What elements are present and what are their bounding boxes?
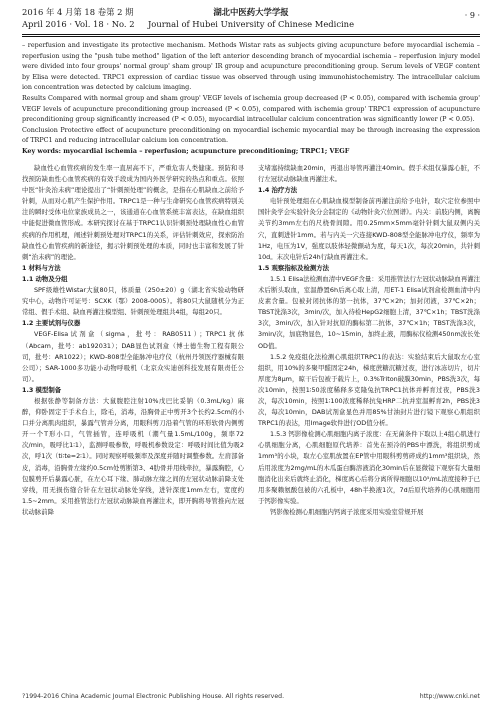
treatment-paragraph: 电针预处理组在心肌缺血模型制备前再灌注前给予电针，取穴定位参照中国针灸学会实验针灸分会制定的《动物针灸穴位图谱》。内关：前肢内侧，离腕关节约3mm左右的尺桡骨间隙。用0.25mm×5mm毫针针刺大鼠双侧内关穴，直刺进针1mm。若与内关一穴连接KWD-808型全能脉冲电疗仪，频率为1Hz，电压为1V，强度以肢体轻微颤动为度，每天1次，每次20min，共针刺10d。末次电针后24h行缺血再灌注术。 [258,197,480,261]
abstract-methods: – reperfusion and investigate its protective mechanism. Methods Wistar rats as subjects giving acupuncture before myocardial ischemia – reperfusion using the "push tube method" ligation of the left anterior descending branch of myocardial ischemia – reperfusion injury model were divided into four groups' normal group' sham group' IR group and acupuncture preconditioning group. Serum levels of VEGF content by Elisa were detected. TRPC1 expression of cardiac tissue was observed through using immunohistochemistry. The intracellular calcium ion concentration was detected by calcium imaging. [22,41,480,92]
abstract-conclusion: Conclusion Protective effect of acupuncture preconditioning on myocardial ischemic myocardial may be through increasing the expression of TRPC1 and reducing intracellular calcium ion concentration. [22,125,480,145]
footer-link[interactable]: http://www.cnki.net [419,693,480,700]
journal-title-en: Journal of Hubei University of Chinese Medicine [147,19,355,29]
journal-title-cn: 湖北中医药大学学报 [213,7,289,17]
right-column [258,163,480,518]
subheading-reagents: 1.2 主要试剂与仪器 [22,319,81,328]
english-abstract [22,40,480,157]
section-heading-materials: 1 材料与方法 [22,263,61,272]
running-header [22,6,480,34]
subheading-treatment: 1.4 治疗方法 [258,186,298,195]
model-continued: 支堵塞持续缺血20min，再退出导管再灌注40min。假手术组仅暴露心脏，不行左冠状动脉缺血再灌注术。 [258,164,480,184]
model-paragraph: 根据张静等制备方法：大鼠腹腔注射10%戊巴比妥钠（0.3mL/kg）麻醉，仰卧固定于手术台上，除毛，消毒，沿胸骨正中剪开3个长约2.5cm的小口并分离肌肉组织，暴露气管并分离，用眼科剪刀沿着气管的环形软骨内侧剪开一个T形小口，气管插管，连呼吸机（潮气量1.5mL/100g，频率72次/min，吸呼比1∶1），监测呼吸参数，呼吸机参数设定：呼吸时间比值为吸2次，呼1次（ti∶te=2∶1）。同时观察呼吸频率及深度并随时调整参数。左肩部备皮，消毒，沿胸骨左缘约0.5cm处剪断第3、4肋骨并用线牵拉，暴露胸腔，心包膜剪开后暴露心脏，在左心耳下缘、肺动脉左缘之间的左冠状动脉前降支处穿线，用无损伤缝合针在左冠状动脉处穿线，进针深度1mm左右，宽度约1.5~2mm。采用推管法行左冠状动脉缺血再灌注术，即开胸将导管推向左冠状动脉前降 [22,396,244,516]
issue-info-en: April 2016 · Vol. 18 · No. 2 [22,19,135,29]
issue-info-cn: 2016 年 4 月第 18 卷第 2 期 [22,7,134,17]
elisa-paragraph: 1.5.1 Elisa法检测血清中VEGF含量：采用推管法行左冠状动脉缺血再灌注术后断头取血，室温静置6h后离心取上清，用ET-1 Elisa试剂盒检测血清中内皮素含量。包被封闭抗体的第一抗体，37℃×2h；加封闭液，37℃×2h；TBST洗涤3次，3min/次，加入待检HepG2细胞上清，37℃×1h；TBST洗涤3次，3min/次，加入针对抗原的酶标第二抗体，37℃×1h；TBST洗涤3次，3min/次，加底物显色，10~15min，加终止液，用酶标仪检测450nm波长处OD值。 [258,274,480,350]
left-column [22,163,244,518]
header-rule-thin [22,36,480,37]
page-number: · 9 · [464,11,480,20]
calcium-paragraph: 1.5.3 钙影像检测心肌细胞内离子浓度：在无菌条件下取以上4组心肌进行心肌细胞分离，心肌细胞原代培养：首先在预冷的PBS中漂洗，将组织剪成1mm³的小块，取左心室肌放置在EP管中用眼科剪剪碎成约1mm³组织块，然后用浓度为2mg/mL的木瓜蛋白酶溶液消化30min后在显微镜下观察有大量细胞消化出来后就终止消化，梯度离心后将分离所得细胞以10⁵/mL浓度接种于已用多聚赖氨酸包被的六孔板中，48h半换液1次，7d后原代培养的心肌细胞用于钙影像实验。 [258,430,480,505]
calcium-imaging-paragraph: 钙影像检测心肌细胞内钙离子浓度采用实验室常规开展 [270,507,424,516]
subheading-animals: 1.1 动物及分组 [22,274,68,283]
subheading-model: 1.3 模型制备 [22,385,62,394]
header-rule [22,34,480,35]
reagents-paragraph: VEGF-Elisa试剂盒（sigma，批号：RAB0511）；TRPC1抗体（Abcam，批号：ab192031）；DAB显色试剂盒（博士德生物工程有限公司，批号：AR1022）；KWD-808型全能脉冲电疗仪（杭州丹领医疗器械有限公司）；SAR-1000多功能小动物呼吸机（北京众实迪创科技发展有限责任公司）。 [22,330,244,383]
abstract-results: Results Compared with normal group and sham group' VEGF levels of ischemia group decreased (P < 0.05), compared with ischemia group' VEGF levels of acupuncture preconditioning group increased (P < 0.05), compared with ischemia group' TRPC1 expression of acupuncture preconditioning group significantly increased (P < 0.05), myocardial intracellular calcium concentration was significantly lower (P < 0.05). [22,93,480,124]
subheading-indicators: 1.5 观察指标及检测方法 [258,263,330,272]
keywords: Key words: myocardial ischemia – reperfusion; acupuncture preconditioning; TRPC1; VEGF [22,146,350,155]
animals-paragraph: SPF级雄性Wistar大鼠80只，体质量（250±20）g（湖北省实验动物研究中心，动物许可证号：SCXK（鄂）2008-0005）。将80只大鼠随机分为正常组、假手术组、缺血再灌注模型组、针刺预处理组共4组，每组20只。 [22,286,244,317]
copyright-notice: ?1994-2016 China Academic Journal Electronic Publishing House. All rights reserved. [22,693,285,700]
ihc-paragraph: 1.5.2 免疫组化法检测心肌组织TRPC1的表达：实验结束后大鼠取左心室组织，用10%的多聚甲醛固定24h，梯度蔗糖沉糖过夜，进行冰冻切片，切片厚度为8μm，晾干后包被于载片上，0.3%Triton破膜30min，PBS洗3次，每次10min，按照1∶50浓度稀释多克隆兔抗TRPC1抗体并孵育过夜，PBS洗3次，每次10min，按照1∶100浓度稀释抗兔HRP二抗并室温孵育2h，PBS洗3次，每次10min，DAB试剂盒显色并用85%甘油封片进行镜下观察心肌组织TRPC1的表达，用Image软件进行OD值分析。 [258,352,480,428]
journal-title [22,6,480,30]
intro-paragraph: 缺血性心血管疾病的发生率一直居高不下，严重危害人类健康。预防和寻找预防缺血性心血管疾病的有效手段成为国内外医学研究的热点和重点。依照中医“针灸治未病”理论提出了“针刺预处理”的概念，是指在心肌缺血之前给予针刺，从而对心肌产生保护作用。TRPC1是一种与生命研究心血管疾病特别关注的瞬时受体电位家族成员之一，该通道在心血管系统丰富表达，在缺血组织中能促进微血管形成。本研究探讨在基于TRPC1认识针刺预处理缺血性心血管疾病的作用机理，阐述针刺预处理对TRPC1的关系，评估针刺效应，探索防治缺血性心血管疾病的新途径，揭示针刺预处理的本质，同时也丰富和发展了针刺“治未病”的理论。 [22,164,244,261]
